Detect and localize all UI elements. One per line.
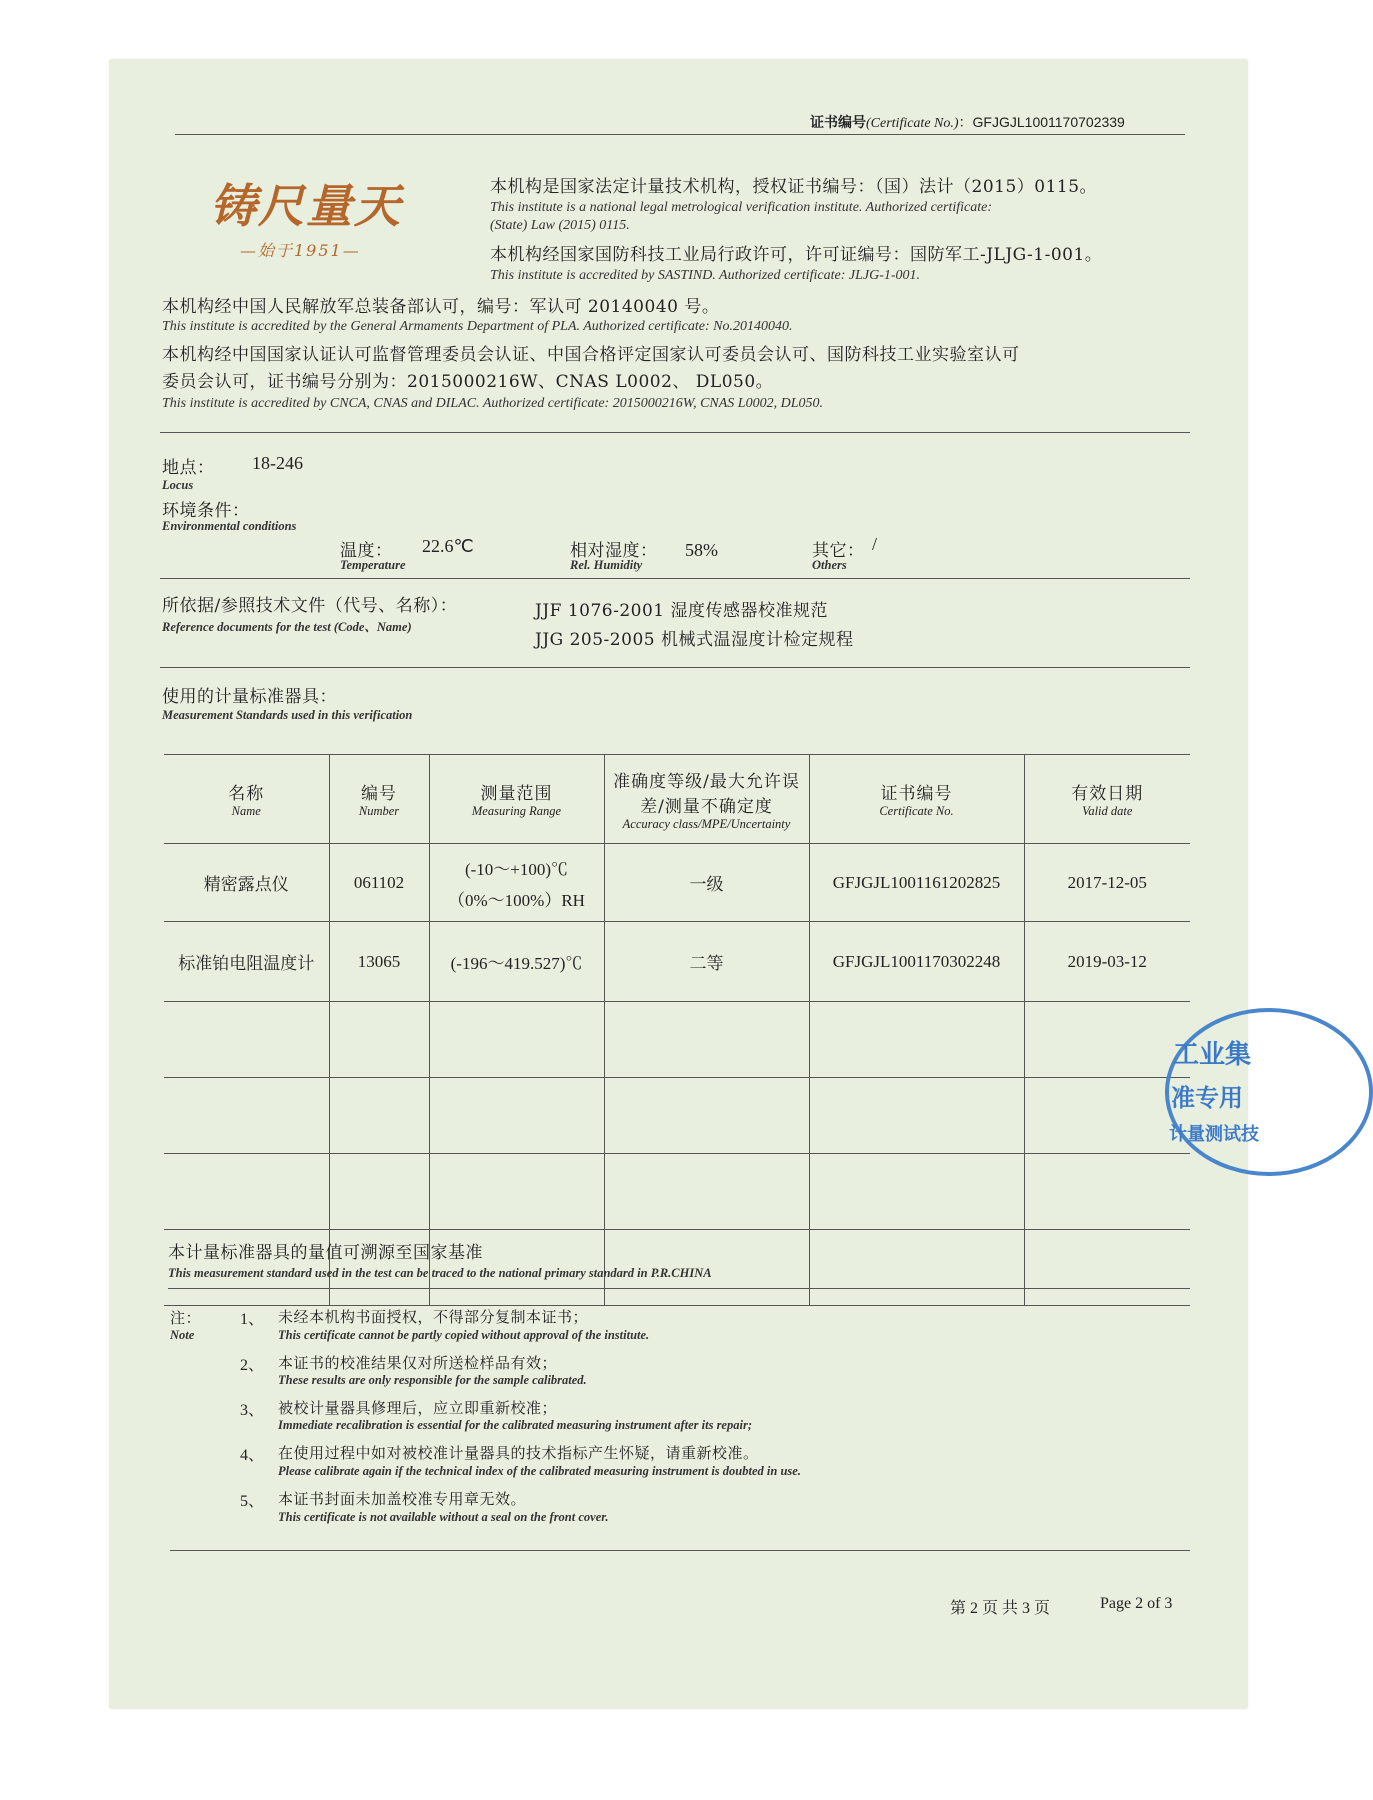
header-cn: 测量范围	[480, 784, 553, 804]
header-range	[429, 755, 604, 844]
header-en: Valid date	[1082, 804, 1133, 818]
certificate-number	[810, 112, 1125, 132]
divider	[160, 578, 1190, 579]
institute-logo	[210, 170, 440, 280]
logo-since: —始于1951—	[240, 241, 361, 260]
env-label: 环境条件：	[162, 501, 250, 521]
cell-accuracy: 二等	[604, 922, 809, 1002]
seal-text: 计量测试技	[1169, 1124, 1259, 1145]
divider	[160, 432, 1190, 433]
table-row-empty	[164, 1078, 1190, 1154]
note-item-en: This certificate cannot be partly copied without approval of the institute.	[278, 1328, 650, 1342]
divider	[170, 1550, 1190, 1551]
env-label-en: Environmental conditions	[162, 519, 297, 533]
page-number-en: Page 2 of 3	[1100, 1595, 1173, 1612]
cell-valid-date: 2017-12-05	[1024, 844, 1190, 922]
certificate-number-label-en: (Certificate No.)	[866, 116, 959, 131]
note-item-cn: 被校计量器具修理后，应立即重新校准；	[278, 1399, 558, 1417]
header-certificate	[809, 755, 1024, 844]
divider	[175, 134, 1185, 135]
table-row	[164, 844, 1190, 922]
table-row-empty	[164, 1154, 1190, 1230]
traceability-statement: 本计量标准器具的量值可溯源至国家基准	[168, 1243, 483, 1263]
intro-line4-en: This institute is accredited by CNCA, CNAS and DILAC. Authorized certificate: 2015000216W, CNAS L0002, DL050.	[162, 396, 823, 411]
range-line: （0%～100%）RH	[448, 890, 585, 910]
note-item-cn: 本证书封面未加盖校准专用章无效。	[278, 1490, 527, 1508]
locus-label: 地点：	[162, 458, 215, 478]
note-item-cn: 本证书的校准结果仅对所送检样品有效；	[278, 1354, 558, 1372]
intro-line1-en-b: (State) Law (2015) 0115.	[490, 218, 630, 233]
cell-certificate: GFJGJL1001170302248	[809, 922, 1024, 1002]
temperature-label-en: Temperature	[340, 558, 406, 572]
intro-line3-en: This institute is accredited by the General Armaments Department of PLA. Authorized certificate: No.20140040.	[162, 319, 793, 334]
locus-label-en: Locus	[162, 478, 194, 492]
divider	[160, 667, 1190, 668]
header-valid-date	[1024, 755, 1190, 844]
note-number: 5、	[240, 1493, 265, 1510]
note-label: 注：	[170, 1309, 202, 1327]
reference-doc-1: JJF 1076-2001 湿度传感器校准规范	[535, 601, 829, 621]
cell-range: (-196～419.527)℃	[429, 922, 604, 1002]
seal-text: 工业集	[1173, 1040, 1252, 1070]
note-label-en: Note	[170, 1328, 195, 1342]
humidity-label-en: Rel. Humidity	[570, 558, 643, 572]
note-number: 2、	[240, 1357, 265, 1374]
traceability-statement-en: This measurement standard used in the test can be traced to the national primary standard in P.R.CHINA	[168, 1266, 712, 1280]
page-number-cn: 第 2 页 共 3 页	[950, 1600, 1051, 1617]
table-row-empty	[164, 1002, 1190, 1078]
cell-certificate: GFJGJL1001161202825	[809, 844, 1024, 922]
temperature-label: 温度：	[340, 541, 393, 561]
note-number: 1、	[240, 1311, 265, 1328]
header-accuracy	[604, 755, 809, 844]
humidity-label: 相对湿度：	[570, 541, 658, 561]
intro-line1-en: This institute is a national legal metrological verification institute. Authorized certificate:	[490, 200, 993, 215]
note-item-cn: 在使用过程中如对被校准计量器具的技术指标产生怀疑，请重新校准。	[278, 1444, 759, 1462]
refs-label: 所依据/参照技术文件（代号、名称）：	[162, 596, 458, 616]
header-en: Name	[231, 804, 261, 818]
note-item-en: Please calibrate again if the technical index of the calibrated measuring instrument is doubted in use.	[278, 1464, 801, 1478]
header-en: Measuring Range	[471, 804, 562, 818]
note-number: 3、	[240, 1402, 265, 1419]
seal-text: 准专用	[1171, 1084, 1243, 1112]
reference-doc-2: JJG 205-2005 机械式温湿度计检定规程	[535, 630, 854, 650]
standards-label: 使用的计量标准器具：	[162, 687, 337, 707]
table-header-row	[164, 755, 1190, 844]
others-value: /	[872, 534, 878, 554]
cell-range	[429, 844, 604, 922]
divider	[168, 1288, 1190, 1289]
temperature-value: 22.6℃	[422, 536, 474, 556]
header-cn: 名称	[228, 784, 265, 804]
cell-number: 061102	[329, 844, 429, 922]
certificate-page	[110, 60, 1259, 1708]
header-cn: 编号	[361, 784, 397, 804]
header-en: Accuracy class/MPE/Uncertainty	[622, 816, 791, 831]
cell-name: 精密露点仪	[164, 844, 329, 922]
cell-accuracy: 一级	[604, 844, 809, 922]
range-line: (-10～+100)℃	[464, 859, 569, 879]
refs-label-en: Reference documents for the test (Code、Name)	[162, 620, 412, 634]
others-label: 其它：	[812, 541, 865, 561]
others-label-en: Others	[812, 558, 847, 572]
locus-value: 18-246	[252, 453, 303, 473]
intro-line2-cn: 本机构经国家国防科技工业局行政许可，许可证编号：国防军工-JLJG-1-001。	[490, 245, 1103, 265]
certificate-number-sep: ：	[958, 114, 973, 130]
humidity-value: 58%	[685, 540, 718, 560]
cell-number: 13065	[329, 922, 429, 1002]
header-cn: 证书编号	[880, 784, 953, 804]
cell-name: 标准铂电阻温度计	[164, 922, 329, 1002]
intro-line4-cn-b: 委员会认可，证书编号分别为：2015000216W、CNAS L0002、 DL050。	[162, 372, 774, 392]
header-cn: 准确度等级/最大允许误差/测量不确定度	[613, 771, 800, 817]
intro-line1-cn: 本机构是国家法定计量技术机构，授权证书编号：（国）法计（2015）0115。	[490, 177, 1098, 197]
calibration-seal	[1165, 1008, 1373, 1176]
standards-label-en: Measurement Standards used in this verification	[162, 708, 413, 722]
table-row	[164, 922, 1190, 1002]
note-item-en: This certificate is not available without a seal on the front cover.	[278, 1510, 609, 1524]
note-item-en: These results are only responsible for the sample calibrated.	[278, 1373, 587, 1387]
note-number: 4、	[240, 1447, 265, 1464]
certificate-number-label: 证书编号	[810, 114, 866, 130]
header-cn: 有效日期	[1071, 784, 1144, 804]
logo-title: 铸尺量天	[210, 179, 402, 233]
header-en: Certificate No.	[879, 804, 954, 818]
intro-line2-en: This institute is accredited by SASTIND. Authorized certificate: JLJG-1-001.	[490, 268, 921, 283]
intro-line3-cn: 本机构经中国人民解放军总装备部认可，编号：军认可 20140040 号。	[162, 297, 720, 317]
standards-table	[164, 754, 1190, 1306]
header-number	[329, 755, 429, 844]
certificate-number-value: GFJGJL1001170702339	[972, 114, 1125, 130]
header-name	[164, 755, 329, 844]
intro-line4-cn: 本机构经中国国家认证认可监督管理委员会认证、中国合格评定国家认可委员会认可、国防科技工业实验室认可	[162, 345, 1020, 365]
header-en: Number	[358, 804, 400, 818]
note-item-cn: 未经本机构书面授权，不得部分复制本证书；	[278, 1308, 589, 1326]
cell-valid-date: 2019-03-12	[1024, 922, 1190, 1002]
note-item-en: Immediate recalibration is essential for the calibrated measuring instrument after its repair;	[278, 1418, 752, 1432]
